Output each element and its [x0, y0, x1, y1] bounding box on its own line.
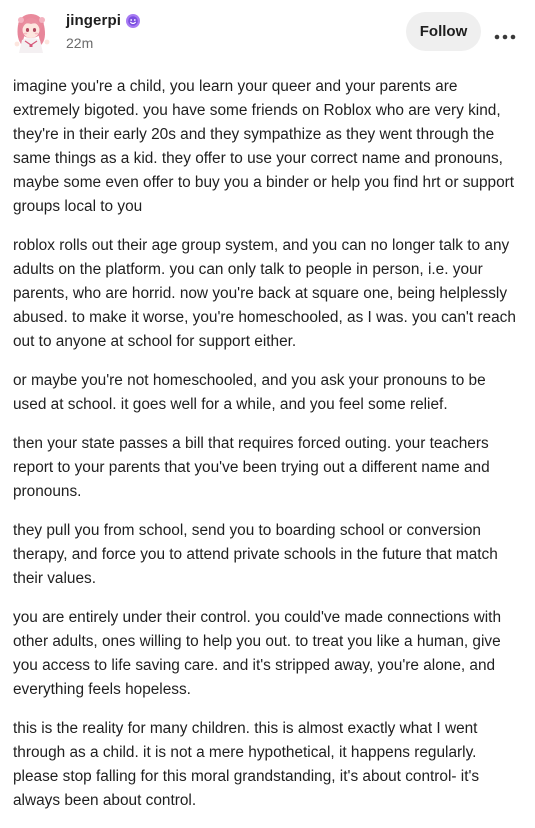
post-header	[0, 0, 535, 66]
post-paragraph: this is the reality for many children. this is almost exactly what I went through as a child. it is not a mere hypothetical, it happens regularly. please stop falling for this moral grandstanding, it's about control- it's always been about control.	[13, 720, 480, 809]
post-paragraph: then your state passes a bill that requires forced outing. your teachers report to your parents that you've been trying out a different name and pronouns.	[13, 435, 490, 500]
post-paragraph: they pull you from school, send you to boarding school or conversion therapy, and force you to attend private schools in the future that match their values.	[13, 522, 498, 587]
follow-button[interactable]: Follow	[406, 12, 481, 51]
post-timestamp: 22m	[66, 35, 94, 51]
post-paragraph: you are entirely under their control. you could've made connections with other adults, ones willing to help you out. to treat you like a human, give you access to life saving care. and it's stripped away, you're alone, and everything feels hopeless.	[13, 609, 502, 698]
post-paragraph: roblox rolls out their age group system, and you can no longer talk to any adults on the platform. you can only talk to people in person, i.e. your parents, who are horrid. now you're back at square one, being helplessly abused. to make it worse, you're homeschooled, as I was. you can't reach out to anyone at school for support either.	[13, 237, 516, 350]
avatar-image	[10, 9, 54, 53]
post-paragraph: imagine you're a child, you learn your queer and your parents are extremely bigoted. you have some friends on Roblox who are very kind, they're in their early 20s and they sympathize as they went through the same things as a kid. they offer to use your correct name and pronouns, maybe some even offer to buy you a binder or help you find hrt or support groups local to you	[13, 78, 515, 215]
avatar[interactable]	[10, 9, 54, 53]
post-paragraph: or maybe you're not homeschooled, and you ask your pronouns to be used at school. it goes well for a while, and you feel some relief.	[13, 372, 486, 413]
ellipsis-icon[interactable]	[494, 28, 516, 36]
smiling-face-badge-icon	[125, 13, 141, 29]
post-body	[13, 75, 523, 828]
username[interactable]: jingerpi	[66, 12, 121, 29]
